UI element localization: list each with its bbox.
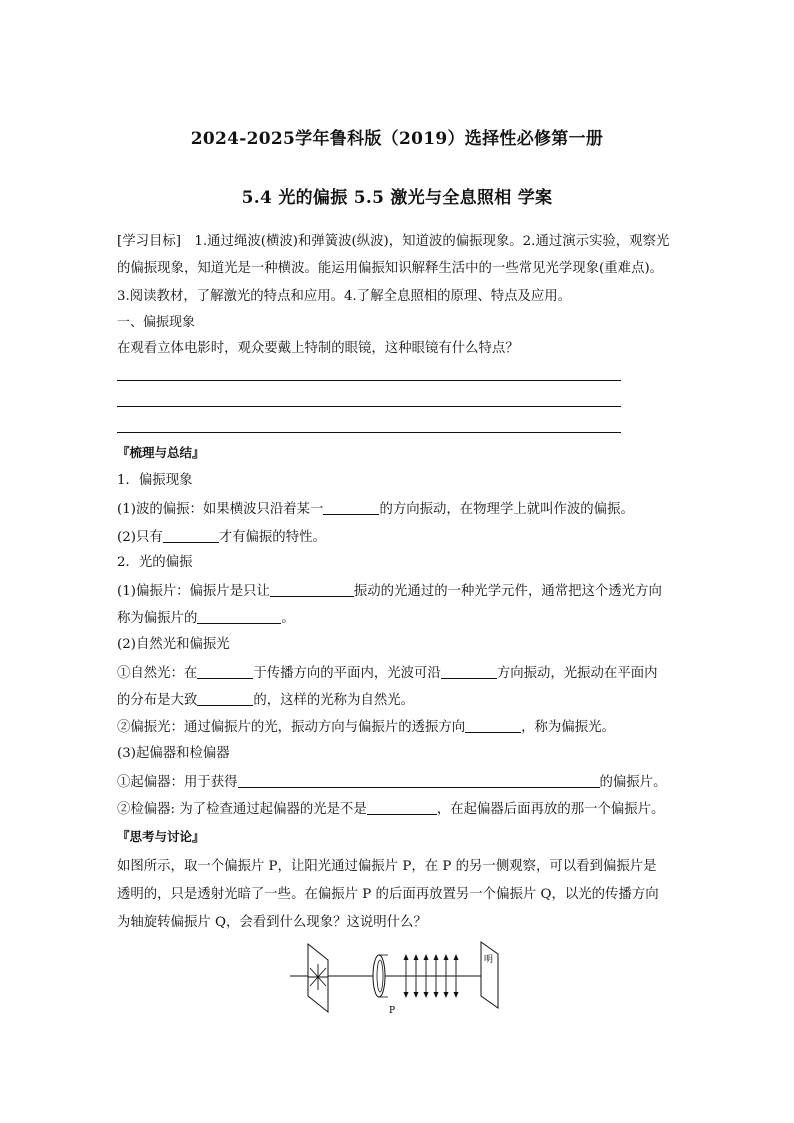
text: ②偏振光：通过偏振片的光，振动方向与偏振片的透振方向 bbox=[117, 720, 466, 735]
text: 称为偏振片的 bbox=[117, 611, 198, 626]
fill-blank[interactable] bbox=[197, 665, 253, 679]
objectives-line-1: [学习目标] 1.通过绳波(横波)和弹簧波(纵波)，知道波的偏振现象。2.通过演示实验，观察光 bbox=[117, 234, 670, 249]
summary-item-1: 1．偏振现象 bbox=[117, 473, 193, 488]
fill-blank[interactable] bbox=[441, 665, 497, 679]
discussion-line-3: 为轴旋转偏振片 Q，会看到什么现象？这说明什么？ bbox=[117, 915, 427, 930]
summary-item-1a bbox=[117, 501, 634, 516]
text: (2)只有 bbox=[117, 530, 163, 545]
summary-item-2: 2．光的偏振 bbox=[117, 555, 193, 570]
summary-item-2b: (2)自然光和偏振光 bbox=[117, 637, 230, 652]
document-title: 2024-2025学年鲁科版（2019）选择性必修第一册 bbox=[190, 129, 604, 149]
answer-line bbox=[117, 406, 621, 407]
summary-item-2c: (3)起偏器和检偏器 bbox=[117, 746, 230, 761]
fill-blank[interactable] bbox=[238, 774, 600, 788]
text: (1)波的偏振：如果横波只沿着某一 bbox=[117, 502, 324, 517]
text: ，在起偏器后面再放的那一个偏振片。 bbox=[436, 802, 665, 817]
text: 才有偏振的特性。 bbox=[218, 530, 326, 545]
text: 于传播方向的平面内，光波可沿 bbox=[253, 666, 441, 681]
fill-blank[interactable] bbox=[197, 692, 253, 706]
fill-blank[interactable] bbox=[465, 719, 521, 733]
fill-blank[interactable] bbox=[197, 610, 281, 624]
fill-blank[interactable] bbox=[163, 529, 219, 543]
objectives-line-2: 的偏振现象，知道光是一种横波。能运用偏振知识解释生活中的一些常见光学现象(重难点)。 bbox=[117, 261, 664, 276]
natural-light-line-1 bbox=[117, 665, 658, 680]
text: ①自然光：在 bbox=[117, 666, 198, 681]
text: ②检偏器: 为了检查通过起偏器的光是不是 bbox=[117, 802, 367, 817]
discussion-line-2: 透明的，只是透射光暗了一些。在偏振片 P 的后面再放置另一个偏振片 Q，以光的传播方向 bbox=[117, 887, 659, 902]
fill-blank[interactable] bbox=[270, 583, 354, 597]
label-bright: 明 bbox=[484, 955, 494, 965]
summary-item-2a-cont bbox=[117, 610, 295, 625]
section-heading-polarization: 一、偏振现象 bbox=[117, 315, 196, 330]
answer-line bbox=[117, 380, 621, 381]
discussion-line-1: 如图所示，取一个偏振片 P，让阳光通过偏振片 P，在 P 的另一侧观察，可以看到偏振片是 bbox=[117, 859, 657, 874]
text: 的偏振片。 bbox=[599, 775, 667, 790]
text: 振动的光通过的一种光学元件，通常把这个透光方向 bbox=[353, 584, 662, 599]
text: ①起偏器：用于获得 bbox=[117, 775, 238, 790]
summary-item-1b bbox=[117, 529, 326, 544]
natural-light-line-2 bbox=[117, 692, 414, 707]
text: 的分布是大致 bbox=[117, 693, 198, 708]
text: 。 bbox=[281, 611, 295, 626]
discussion-heading: 『思考与讨论』 bbox=[117, 829, 205, 844]
intro-question: 在观看立体电影时，观众要戴上特制的眼镜，这种眼镜有什么特点？ bbox=[117, 341, 519, 356]
polarizer-line bbox=[117, 774, 666, 789]
answer-line bbox=[117, 432, 621, 433]
fill-blank[interactable] bbox=[367, 801, 437, 815]
summary-item-2a bbox=[117, 583, 662, 598]
text: 的，这样的光称为自然光。 bbox=[253, 693, 415, 708]
analyzer-line bbox=[117, 801, 664, 816]
label-p: P bbox=[389, 1006, 396, 1016]
text: ，称为偏振光。 bbox=[521, 720, 615, 735]
objectives-line-3: 3.阅读教材，了解激光的特点和应用。4.了解全息照相的原理、特点及应用。 bbox=[117, 289, 572, 304]
lesson-title: 5.4 光的偏振 5.5 激光与全息照相 学案 bbox=[241, 188, 553, 208]
screen-panel bbox=[481, 942, 498, 1008]
polarizer-diagram bbox=[288, 938, 518, 1018]
fill-blank[interactable] bbox=[323, 501, 379, 515]
polarized-light-line bbox=[117, 719, 615, 734]
text: (1)偏振片：偏振片是只让 bbox=[117, 584, 270, 599]
text: 的方向振动，在物理学上就叫作波的偏振。 bbox=[379, 502, 634, 517]
text: 方向振动，光振动在平面内 bbox=[496, 666, 658, 681]
summary-heading: 『梳理与总结』 bbox=[117, 445, 205, 460]
